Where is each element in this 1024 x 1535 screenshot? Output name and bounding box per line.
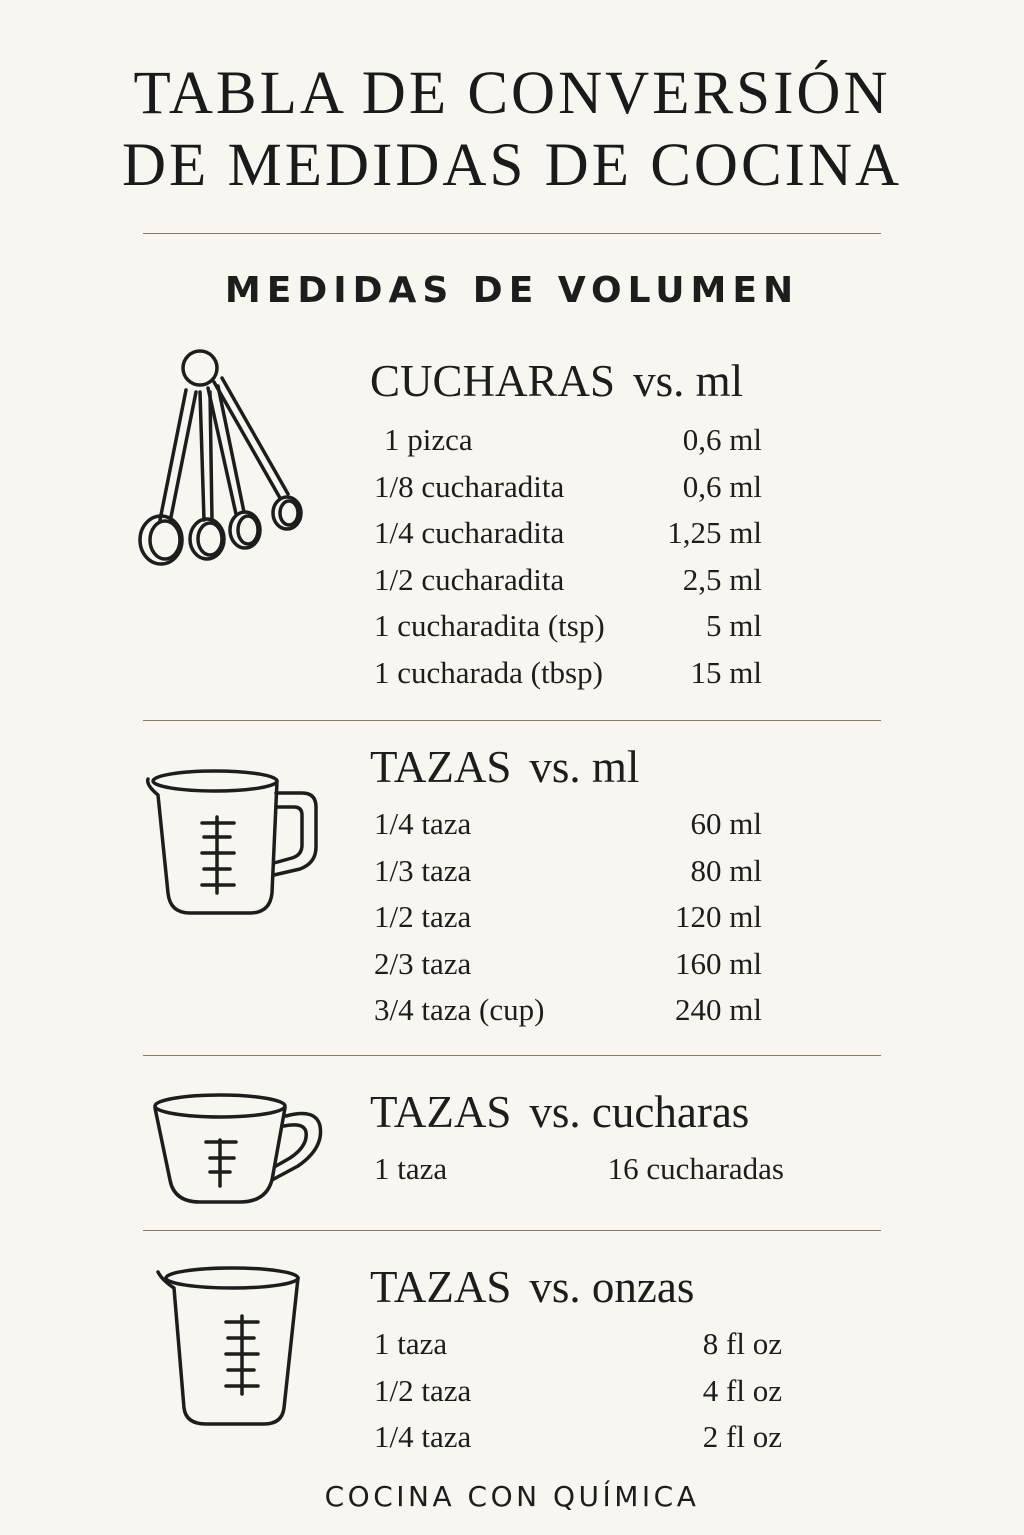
row-value: 160 ml <box>675 945 762 981</box>
section-heading <box>370 1087 784 1137</box>
table-row <box>370 650 762 697</box>
table-row <box>370 1146 784 1193</box>
section-heading <box>370 1262 782 1312</box>
row-value: 60 ml <box>690 806 762 841</box>
table-row <box>370 417 762 464</box>
divider <box>143 1055 881 1056</box>
row-value: 2 fl oz <box>702 1419 782 1454</box>
section-heading-main: TAZAS <box>370 1087 512 1137</box>
row-label: 1/3 taza <box>374 852 472 888</box>
row-value: 0,6 ml <box>682 422 762 457</box>
table-row <box>370 987 762 1034</box>
section-heading-main: TAZAS <box>370 1262 512 1312</box>
section-subtitle: MEDIDAS DE VOLUMEN <box>224 270 800 311</box>
section-heading-vs: vs. ml <box>529 742 640 792</box>
row-label: 1 taza <box>374 1326 448 1361</box>
row-label: 1/4 cucharadita <box>374 515 565 550</box>
title-line-1: TABLA DE CONVERSIÓN <box>133 60 891 127</box>
divider <box>143 720 881 721</box>
row-value: 80 ml <box>690 852 762 888</box>
table-row <box>370 464 762 511</box>
measuring-cup-icon <box>140 765 325 920</box>
row-label: 1/4 taza <box>374 806 472 841</box>
section-cucharas-ml <box>370 356 762 696</box>
section-tazas-cucharas <box>370 1087 784 1193</box>
divider <box>143 1230 881 1231</box>
table-row <box>370 941 762 988</box>
section-heading-main: CUCHARAS <box>370 356 616 406</box>
page-title <box>0 58 1024 202</box>
row-label: 2/3 taza <box>374 945 472 981</box>
row-value: 16 cucharadas <box>607 1151 784 1186</box>
table-row <box>370 848 762 895</box>
row-label: 1 taza <box>374 1151 448 1186</box>
row-value: 15 ml <box>690 654 762 690</box>
row-label: 1/2 taza <box>374 899 472 934</box>
row-label: 1/4 taza <box>374 1419 472 1454</box>
measuring-spoons-icon <box>130 348 315 578</box>
table-row <box>370 801 762 848</box>
section-heading-vs: vs. cucharas <box>529 1087 750 1137</box>
section-heading-vs: vs. ml <box>633 356 744 406</box>
table-row <box>370 1321 782 1368</box>
footer-brand: COCINA CON QUÍMICA <box>324 1480 700 1513</box>
row-value: 120 ml <box>675 899 762 934</box>
row-value: 240 ml <box>675 992 762 1027</box>
row-label: 1/2 cucharadita <box>374 561 565 597</box>
measuring-jug-icon <box>152 1262 307 1434</box>
row-label: 3/4 taza (cup) <box>374 992 545 1027</box>
table-row <box>370 1368 782 1415</box>
row-label: 1 pizca <box>384 422 473 457</box>
table-row <box>370 603 762 650</box>
row-label: 1 cucharadita (tsp) <box>374 608 605 643</box>
row-value: 1,25 ml <box>667 515 762 550</box>
row-value: 2,5 ml <box>682 561 762 597</box>
section-tazas-onzas <box>370 1262 782 1461</box>
title-line-2: DE MEDIDAS DE COCINA <box>121 132 903 199</box>
row-label: 1/8 cucharadita <box>374 468 565 504</box>
table-row <box>370 557 762 604</box>
row-value: 4 fl oz <box>702 1372 782 1408</box>
section-tazas-ml <box>370 742 762 1034</box>
row-label: 1 cucharada (tbsp) <box>374 654 603 690</box>
row-value: 0,6 ml <box>682 468 762 504</box>
table-row <box>370 894 762 941</box>
section-heading-vs: vs. onzas <box>529 1262 695 1312</box>
section-heading-main: TAZAS <box>370 742 512 792</box>
divider <box>143 233 881 234</box>
table-row <box>370 1414 782 1461</box>
section-heading <box>370 356 762 406</box>
table-row <box>370 510 762 557</box>
row-value: 5 ml <box>706 608 762 643</box>
row-label: 1/2 taza <box>374 1372 472 1408</box>
row-value: 8 fl oz <box>702 1326 782 1361</box>
section-heading <box>370 742 762 792</box>
cup-icon <box>148 1090 326 1208</box>
